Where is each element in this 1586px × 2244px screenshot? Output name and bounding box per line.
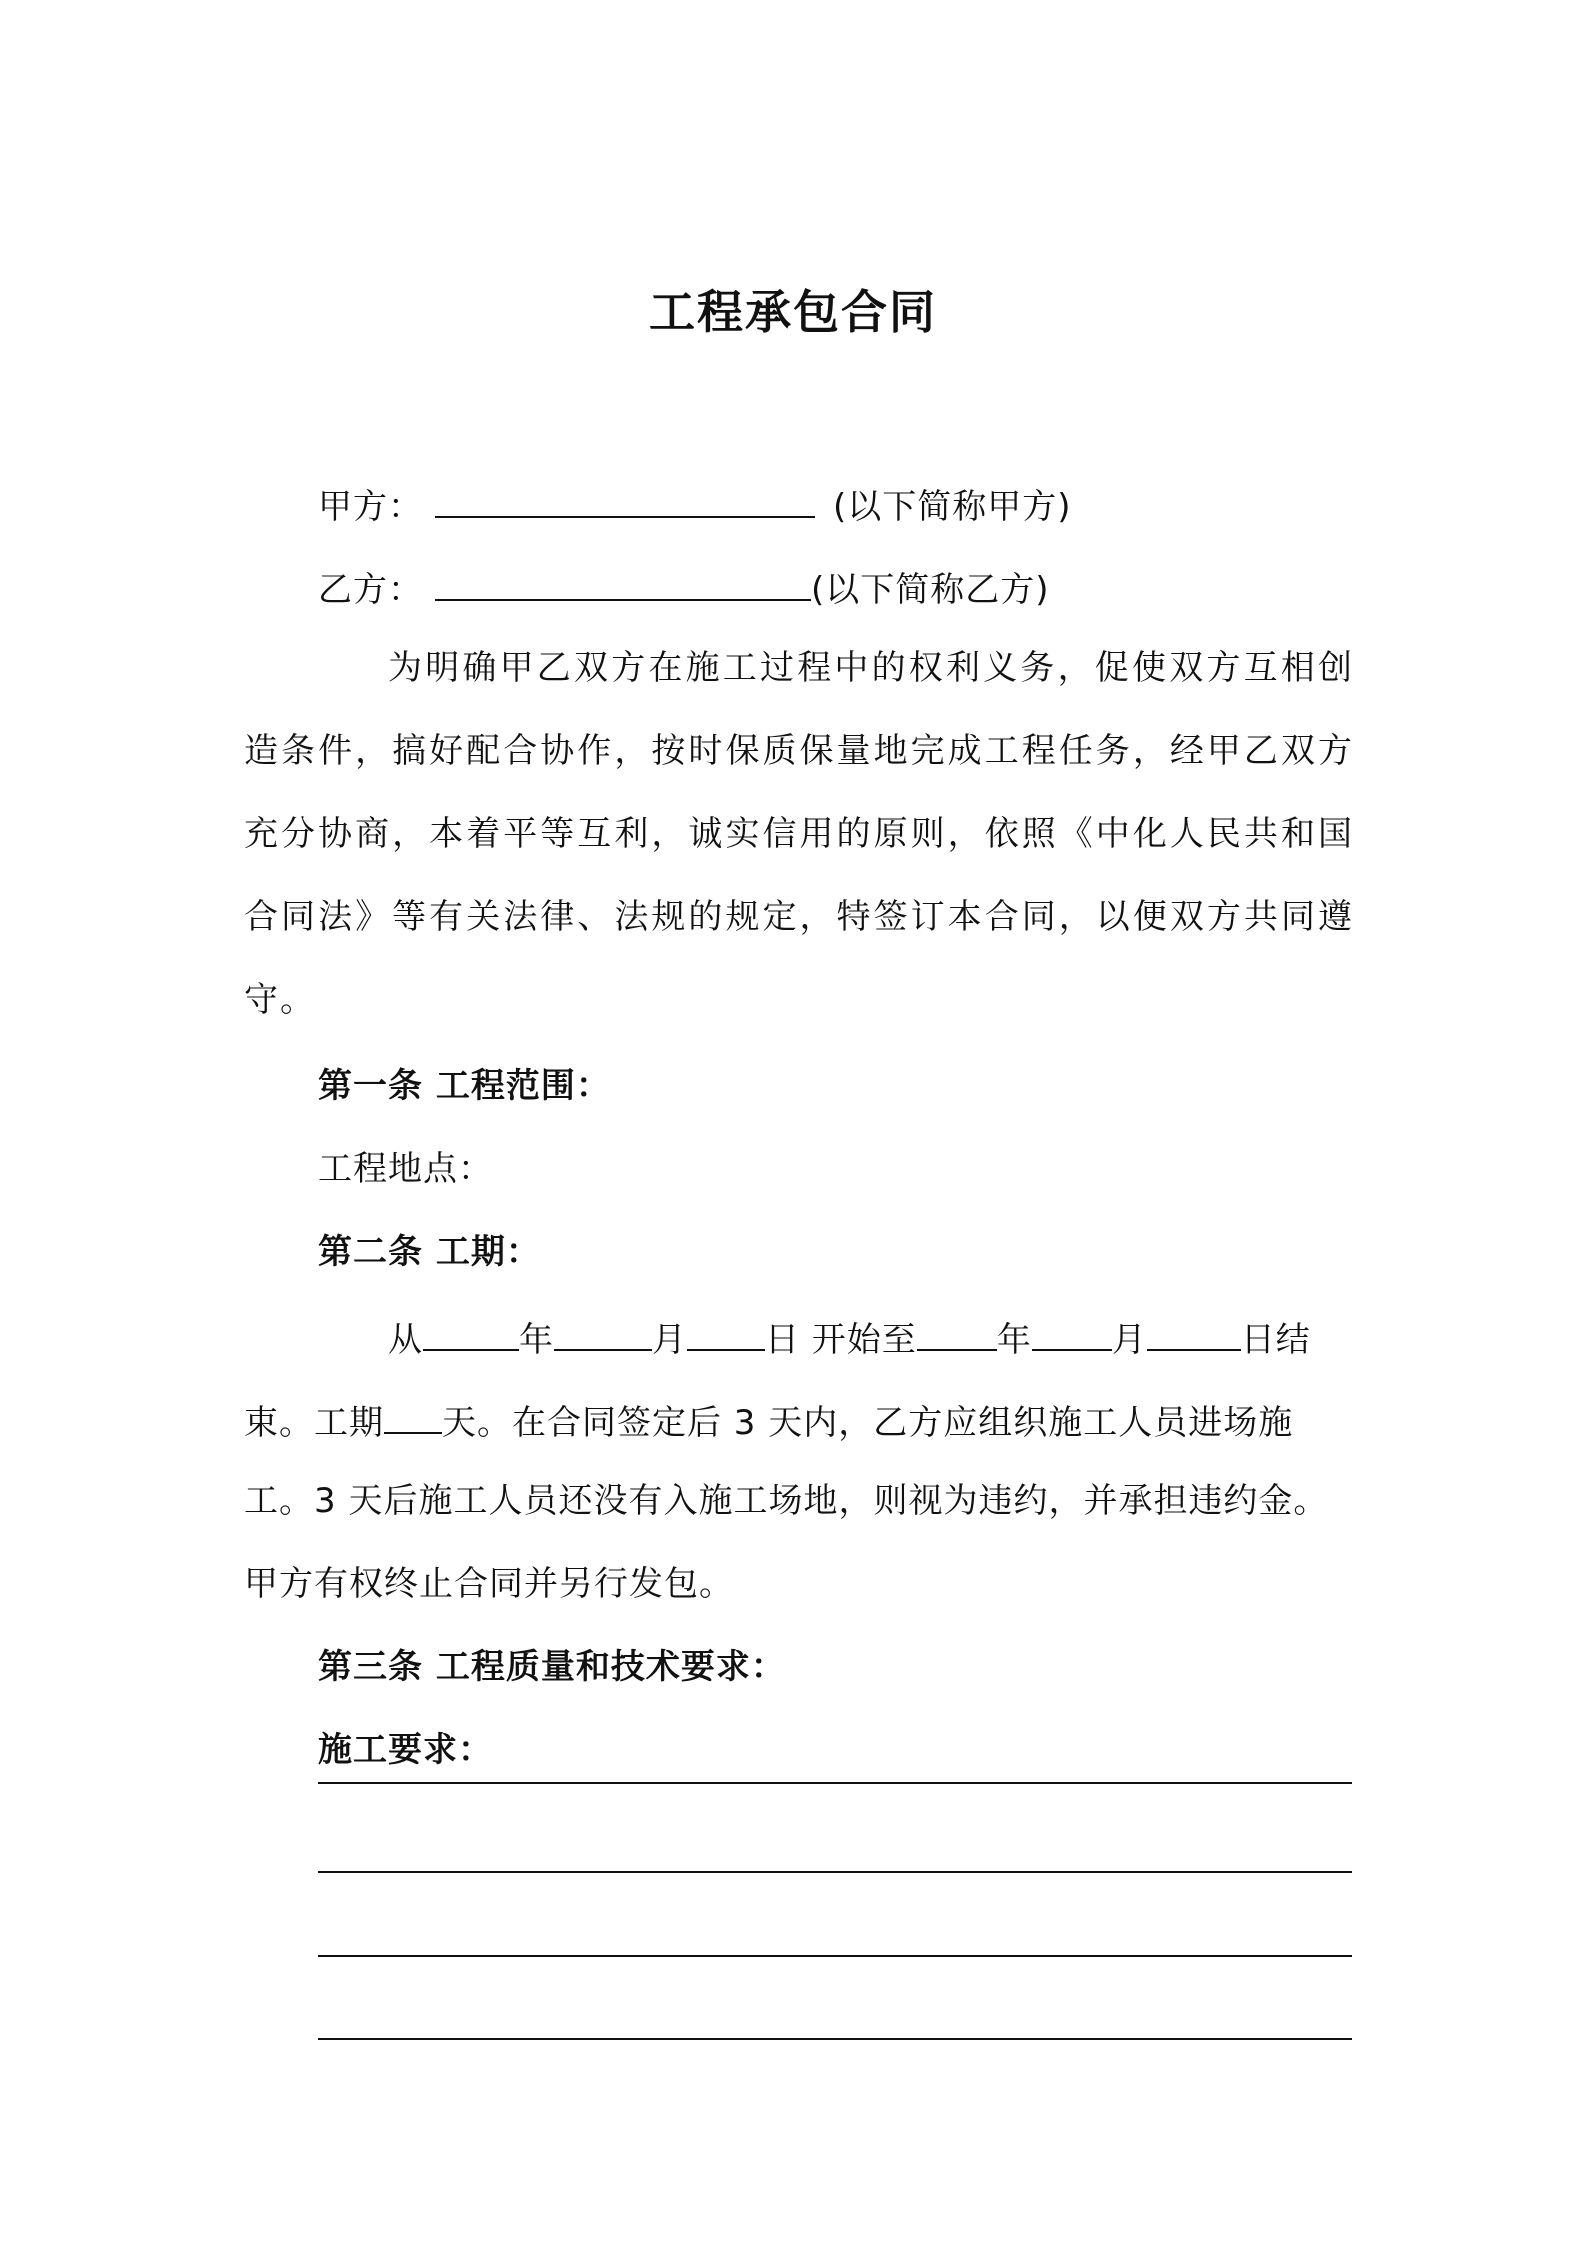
party-b-label: 乙方： [318,570,423,610]
party-a-suffix: (以下简称甲方) [833,487,1072,527]
end-day-blank[interactable] [1147,1313,1241,1351]
work-location-label: 工程地点： [318,1149,493,1189]
end-day-unit: 日结 [1240,1320,1311,1360]
duration-label: 束。工期 [244,1403,384,1443]
start-day-blank[interactable] [687,1313,765,1351]
period-line-1 [388,1313,1311,1362]
period-line-4: 甲方有权终止合同并另行发包。 [244,1564,734,1604]
requirements-line-3[interactable] [318,1955,1352,1957]
end-year-unit: 年 [996,1320,1032,1360]
duration-days-blank[interactable] [384,1396,442,1434]
end-year-blank[interactable] [917,1313,997,1351]
party-b-suffix: (以下简称乙方) [811,570,1050,610]
period-line-2 [244,1396,1293,1445]
start-month-unit: 月 [652,1320,687,1360]
party-b-blank[interactable] [435,563,811,601]
requirements-line-2[interactable] [318,1871,1352,1873]
party-a-line [318,480,1072,529]
start-year-blank[interactable] [423,1313,519,1351]
article2-heading: 第二条 工期： [318,1232,541,1272]
requirements-label: 施工要求： [318,1730,493,1770]
article3-heading: 第三条 工程质量和技术要求： [318,1647,786,1687]
from-text: 从 [388,1320,423,1360]
start-day-unit: 日 开始至 [765,1320,917,1360]
period-line-3: 工。3 天后施工人员还没有入施工场地，则视为违约，并承担违约金。 [244,1481,1329,1521]
preamble-paragraph: 为明确甲乙双方在施工过程中的权利义务，促使双方互相创造条件，搞好配合协作，按时保质保量地完成工程任务，经甲乙双方充分协商，本着平等互利，诚实信用的原则，依照《中化人民共和国合同法》等有关法律、法规的规定，特签订本合同，以便双方共同遵守。 [244,648,1354,1020]
end-month-unit: 月 [1111,1320,1147,1360]
article1-heading: 第一条 工程范围： [318,1066,611,1106]
requirements-line-4[interactable] [318,2038,1352,2040]
party-b-line [318,563,1050,612]
document-title: 工程承包合同 [649,285,937,339]
party-a-label: 甲方： [318,487,423,527]
end-month-blank[interactable] [1032,1313,1112,1351]
start-month-blank[interactable] [554,1313,652,1351]
duration-rest: 天。在合同签定后 3 天内，乙方应组织施工人员进场施 [442,1403,1294,1443]
party-a-blank[interactable] [435,480,815,518]
requirements-line-1[interactable] [318,1782,1352,1784]
start-year-unit: 年 [519,1320,554,1360]
